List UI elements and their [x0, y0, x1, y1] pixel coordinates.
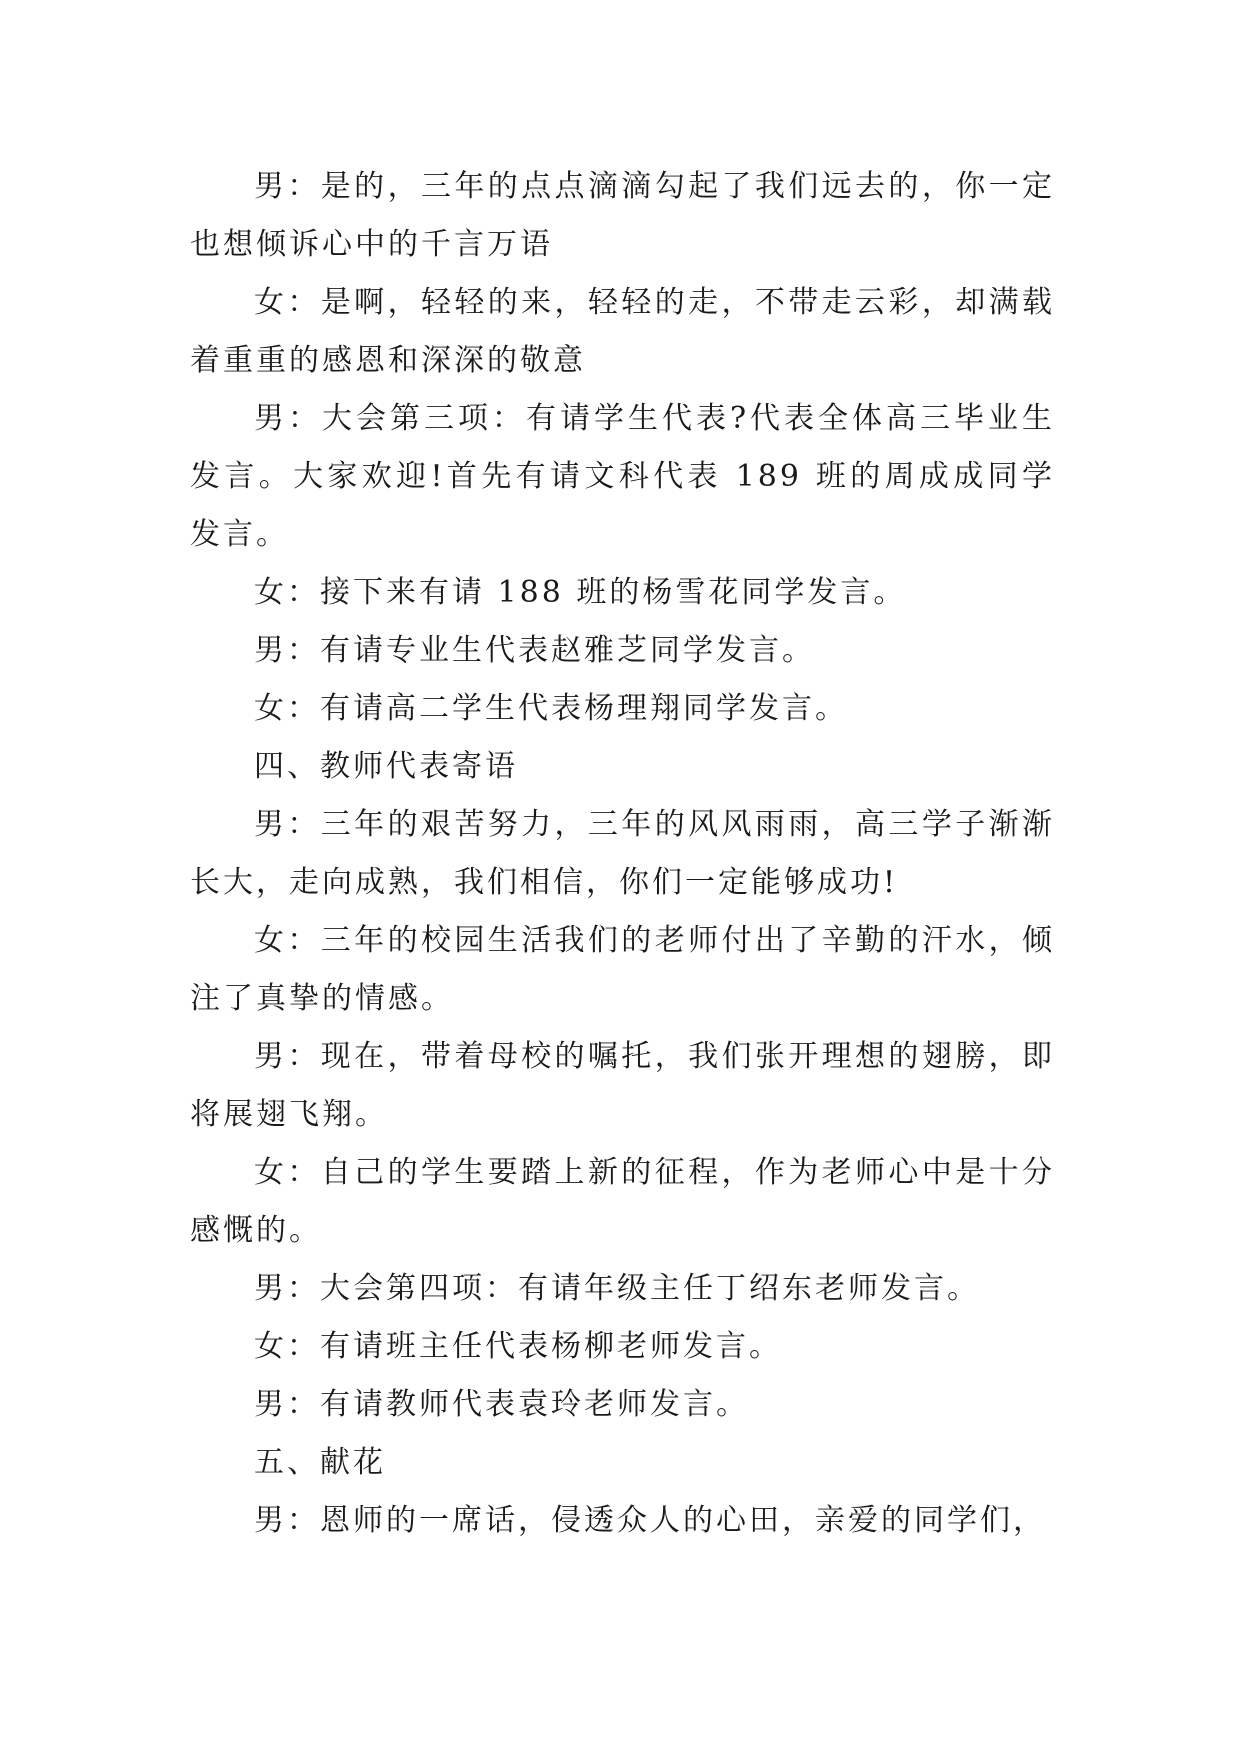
- paragraph: 女：接下来有请 188 班的杨雪花同学发言。: [254, 575, 907, 610]
- paragraph: 男：有请教师代表袁玲老师发言。: [254, 1387, 749, 1422]
- paragraph: 男：是的，三年的点点滴滴勾起了我们远去的，你一定也想倾诉心中的千言万语: [190, 169, 1055, 262]
- paragraph: 女：有请班主任代表杨柳老师发言。: [254, 1329, 782, 1364]
- paragraph: 女：三年的校园生活我们的老师付出了辛勤的汗水，倾注了真挚的情感。: [190, 923, 1055, 1016]
- paragraph: 女：是啊，轻轻的来，轻轻的走，不带走云彩，却满载着重重的感恩和深深的敬意: [190, 285, 1055, 378]
- paragraph: 男：有请专业生代表赵雅芝同学发言。: [254, 633, 815, 668]
- paragraph: 男：大会第三项：有请学生代表?代表全体高三毕业生发言。大家欢迎!首先有请文科代表 189 班的周成成同学发言。: [190, 401, 1055, 552]
- paragraph: 男：现在，带着母校的嘱托，我们张开理想的翅膀，即将展翅飞翔。: [190, 1039, 1055, 1132]
- document-body: [190, 158, 1055, 1550]
- paragraph: 女：有请高二学生代表杨理翔同学发言。: [254, 691, 848, 726]
- section-heading: 五、献花: [254, 1445, 386, 1480]
- paragraph: 男：大会第四项：有请年级主任丁绍东老师发言。: [254, 1271, 980, 1306]
- paragraph: 女：自己的学生要踏上新的征程，作为老师心中是十分感慨的。: [190, 1155, 1055, 1248]
- paragraph: 男：三年的艰苦努力，三年的风风雨雨，高三学子渐渐长大，走向成熟，我们相信，你们一定能够成功!: [190, 807, 1055, 900]
- paragraph: 男：恩师的一席话，侵透众人的心田，亲爱的同学们，: [254, 1503, 1046, 1538]
- section-heading: 四、教师代表寄语: [254, 749, 518, 784]
